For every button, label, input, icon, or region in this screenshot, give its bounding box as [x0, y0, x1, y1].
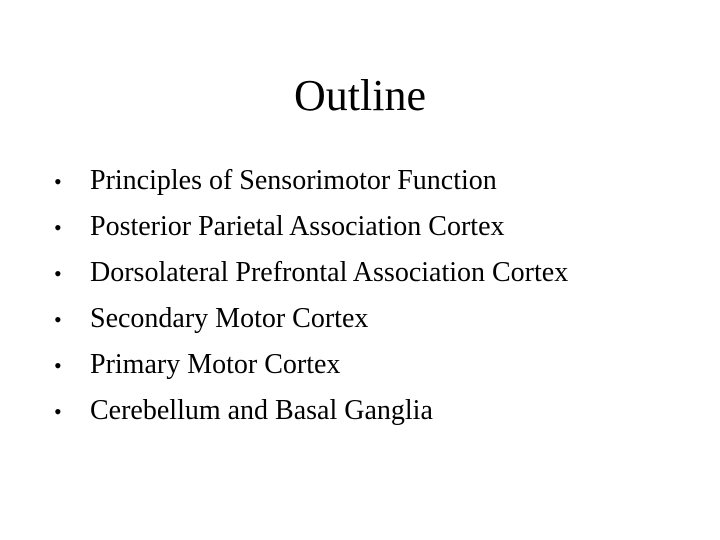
- bullet-item: [54, 296, 694, 342]
- bullet-icon: •: [54, 399, 62, 424]
- bullet-text: Posterior Parietal Association Cortex: [90, 211, 505, 242]
- bullet-icon: •: [54, 261, 62, 286]
- bullet-text: Primary Motor Cortex: [90, 349, 341, 380]
- bullet-text: Secondary Motor Cortex: [90, 303, 369, 334]
- bullet-item: [54, 388, 694, 434]
- bullet-item: [54, 250, 694, 296]
- bullet-item: [54, 158, 694, 204]
- bullet-list: [54, 158, 694, 434]
- bullet-icon: •: [54, 353, 62, 378]
- bullet-text: Cerebellum and Basal Ganglia: [90, 395, 433, 426]
- bullet-item: [54, 342, 694, 388]
- bullet-icon: •: [54, 307, 62, 332]
- slide-title: Outline: [294, 71, 426, 120]
- bullet-text: Principles of Sensorimotor Function: [90, 165, 497, 196]
- bullet-icon: •: [54, 215, 62, 240]
- bullet-text: Dorsolateral Prefrontal Association Cortex: [90, 257, 569, 288]
- bullet-icon: •: [54, 169, 62, 194]
- bullet-item: [54, 204, 694, 250]
